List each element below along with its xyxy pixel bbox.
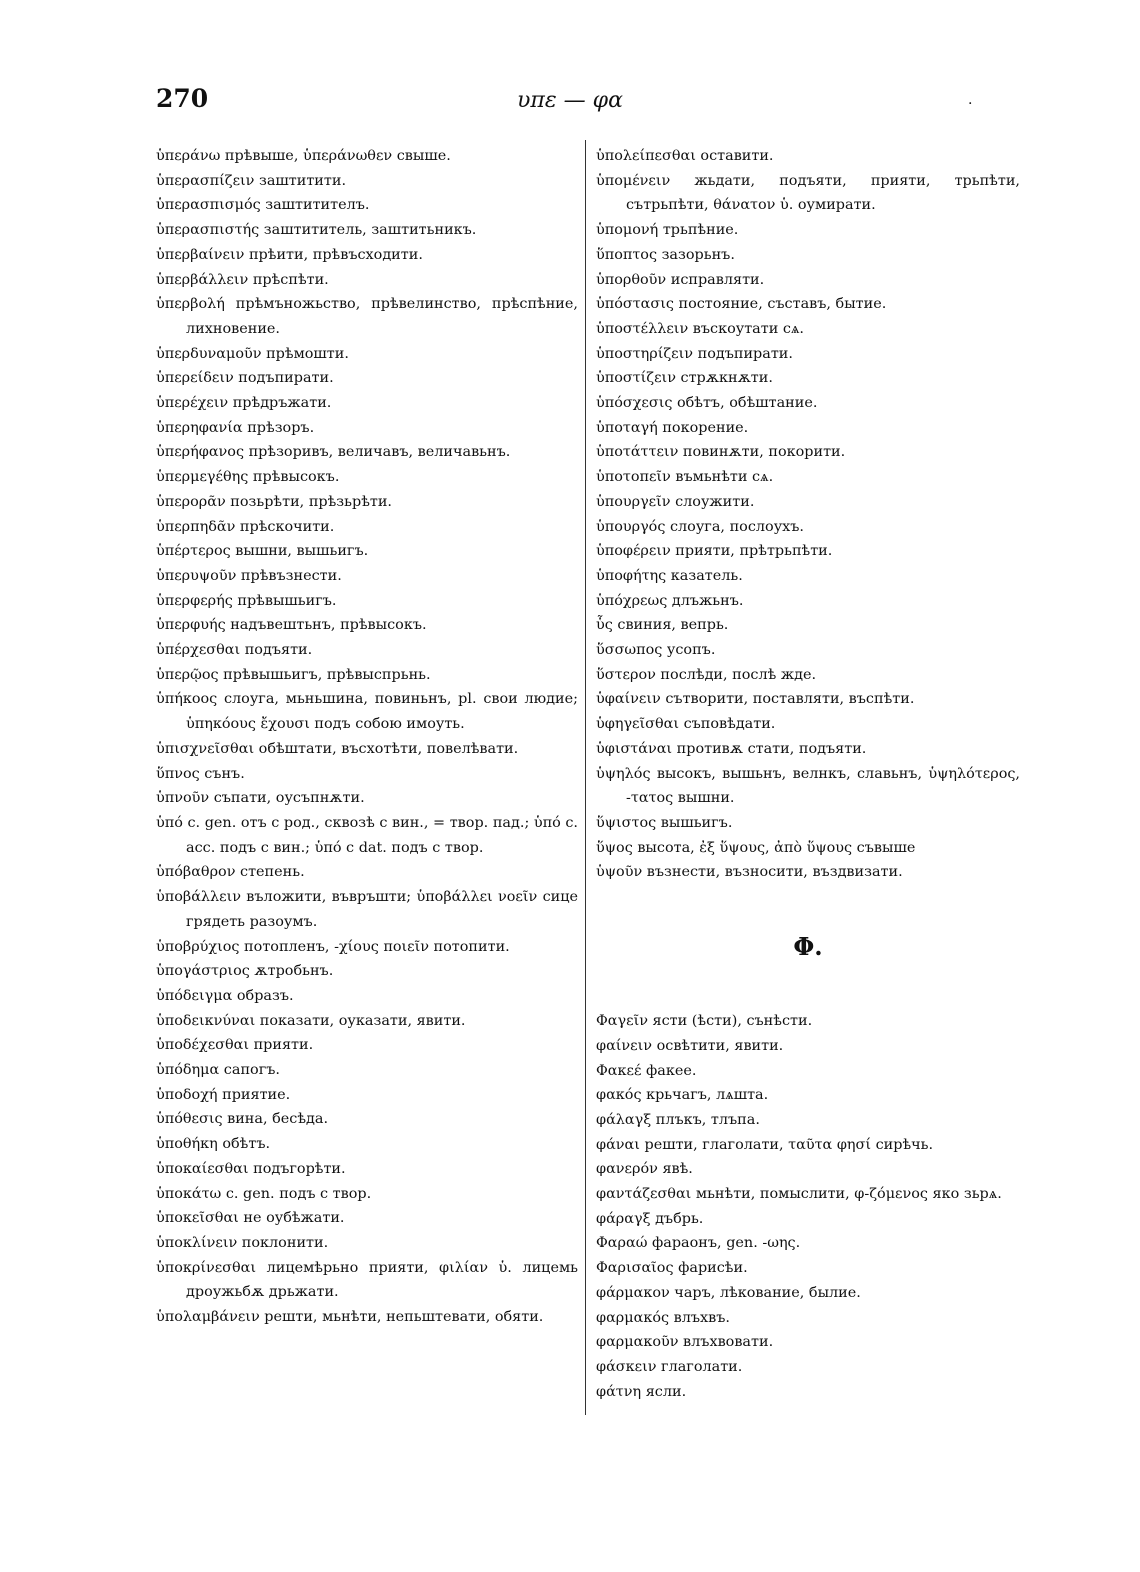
dictionary-entry: ὑπερέχειν прѣдръжати.	[156, 395, 332, 412]
dictionary-entry: φαρμακοῦν влъхвовати.	[596, 1334, 774, 1351]
dictionary-entry: ὕψιστος вышьигъ.	[596, 814, 733, 831]
dictionary-entry: ὑπορθοῦν исправляти.	[596, 271, 765, 288]
dictionary-entry: Φακεέ факее.	[596, 1062, 697, 1079]
dictionary-entry: ὑποδεικνύναι показати, оуказати, явити.	[156, 1012, 466, 1029]
dictionary-entry: φαντάζεσθαι мьнѣти, помыслити, φ-ζόμενος яко зьрѧ.	[596, 1186, 1002, 1203]
dictionary-entry: ὑπόδημα сапогъ.	[156, 1062, 280, 1079]
dictionary-entry: ὑψηλός высокъ, вышьнъ, велнкъ, славьнъ, ὑψηλότερος, -τατος вышни.	[596, 765, 1020, 807]
dictionary-entry: ὑπερβάλλειν прѣспѣти.	[156, 271, 329, 288]
dictionary-entry: ὑποκλίνειν поклонити.	[156, 1234, 329, 1251]
left-column	[156, 144, 578, 1330]
dictionary-entry: ὑπουργεῖν слоужити.	[596, 493, 755, 510]
dictionary-entry: φάτνη ясли.	[596, 1383, 687, 1400]
dictionary-entry: ὑπόχρεως длъжьнъ.	[596, 592, 744, 609]
dictionary-entry: φάραγξ дъбрь.	[596, 1210, 704, 1227]
dictionary-entry: ὑπερφυής надъвештьнъ, прѣвысокъ.	[156, 617, 427, 634]
dictionary-entry: ὑπουργός слоуга, послоухъ.	[596, 518, 805, 535]
dictionary-entry: ὑπερῷος прѣвышьигъ, прѣвыспрьнь.	[156, 666, 431, 683]
dictionary-entry: ὗς свиния, вепрь.	[596, 617, 729, 634]
dictionary-entry: ὑπερορᾶν позьрѣти, прѣзьрѣти.	[156, 493, 392, 510]
dictionary-entry: ὑπομονή трьпѣние.	[596, 222, 739, 239]
dictionary-entry: φανερόν явѣ.	[596, 1161, 693, 1178]
dictionary-entry: ὑπερμεγέθης прѣвысокъ.	[156, 469, 340, 486]
dictionary-entry: ὑπολείπεσθαι оставити.	[596, 148, 774, 164]
dictionary-entry: φαίνειν освѣтити, явити.	[596, 1037, 784, 1054]
dictionary-entry: ὑπερείδειν подъпирати.	[156, 370, 334, 387]
dictionary-entry: ὑποδέχεσθαι прияти.	[156, 1037, 314, 1054]
dictionary-entry: ὑπολαμβάνειν решти, мьнѣти, непьштевати, обяти.	[156, 1309, 544, 1326]
dictionary-entry: ὑπέρχεσθαι подъяти.	[156, 642, 313, 659]
dictionary-entry: ὑπογάστριος ѫтробьнъ.	[156, 963, 334, 980]
dictionary-entry: ὑποτοπεῖν въмьнѣти сѧ.	[596, 469, 774, 486]
dictionary-entry: ὑπερασπιστής заштититель, заштитьникъ.	[156, 222, 477, 239]
dictionary-entry: Φαγεῖν ясти (ѣсти), сънѣсти.	[596, 1013, 813, 1030]
dictionary-entry: ὑποκαίεσθαι подъгорѣти.	[156, 1160, 346, 1177]
dictionary-entry: ὑφηγεῖσθαι съповѣдати.	[596, 716, 776, 733]
dictionary-entry: ὑποβρύχιος потопленъ, -χίους ποιεῖν потопити.	[156, 938, 510, 955]
dictionary-entry: ὑποκεῖσθαι не оубѣжати.	[156, 1210, 345, 1227]
dictionary-entry: ὑπερπηδᾶν прѣскочити.	[156, 518, 335, 535]
dictionary-entry: ὑποβάλλειν въложити, въвръшти; ὑποβάλλει νοεῖν сице грядеть разоумъ.	[156, 889, 578, 930]
dictionary-entry: ὑποκάτω c. gen. подъ с твор.	[156, 1185, 372, 1202]
dictionary-entry: ὑποστίζειν стрѫкнѫти.	[596, 370, 773, 387]
right-column	[596, 144, 1020, 1404]
dictionary-entry: ὑπόδειγμα образъ.	[156, 987, 294, 1004]
dictionary-entry: ὑπνοῦν съпати, оусъпнѫти.	[156, 790, 365, 807]
dictionary-entry: ὑπόστασις постояние, съставъ, бытие.	[596, 296, 887, 313]
dictionary-entry: ὑπό c. gen. отъ с род., сквозѣ с вин., = твор. пад.; ὑπό c. acc. подъ с вин.; ὑπό c dat. подъ с твор.	[156, 814, 578, 856]
dictionary-entry: ὑποδοχή приятие.	[156, 1086, 291, 1103]
running-head: υπε — φα	[517, 88, 623, 113]
dictionary-entry: ὕψος высота, ἐξ ὕψους, ἀπὸ ὕψους съвыше	[596, 839, 916, 856]
dictionary-entry: ὑποστέλλειν въскоутати сѧ.	[596, 320, 805, 337]
dictionary-entry: ὑπερβολή прѣмъножьство, прѣвелинство, прѣспѣние, лихновение.	[156, 296, 578, 337]
dictionary-entry: φάλαγξ плъкъ, тлъпа.	[596, 1111, 760, 1128]
dictionary-entry: ὑποστηρίζειν подъпирати.	[596, 345, 793, 362]
dictionary-entry: ὕποπτος зазорьнъ.	[596, 246, 735, 263]
dictionary-entry: ὑπερασπισμός заштитителъ.	[156, 197, 370, 214]
dictionary-entry: φάναι решти, глаголати, ταῦτα φησί сирѣчь.	[596, 1136, 934, 1153]
dictionary-entry: ὑποφέρειν прияти, прѣтрьпѣти.	[596, 543, 833, 560]
dictionary-entry: ὑπήκοος слоуга, мьньшина, повиньнъ, pl. свои людие; ὑπηκόους ἔχουσι подъ собою имоуть.	[156, 691, 578, 733]
dictionary-entry: Φαρισαῖος фарисѣи.	[596, 1260, 748, 1277]
dictionary-entry: ὑπερηφανία прѣзоръ.	[156, 419, 315, 436]
dictionary-entry: ὑποτάττειν повинѫти, покорити.	[596, 444, 846, 461]
dictionary-entry: ὑψοῦν възнести, възносити, въздвизати.	[596, 864, 903, 881]
dictionary-entry: ὑπερήφανος прѣзоривъ, величавъ, величавьнъ.	[156, 444, 511, 461]
dictionary-entry: ὕσσωπος усопъ.	[596, 642, 716, 659]
dictionary-entry: ὑπερφερής прѣвышьигъ.	[156, 592, 337, 609]
dictionary-entry: φάσκειν глаголати.	[596, 1358, 743, 1375]
page-number: 270	[156, 84, 209, 113]
dictionary-entry: ὑποταγή покорение.	[596, 419, 749, 436]
margin-mark: .	[968, 92, 973, 108]
letter-heading: Φ.	[793, 932, 823, 962]
dictionary-entry: ὑπισχνεῖσθαι обѣштати, въсхотѣти, повелѣвати.	[156, 740, 519, 757]
dictionary-entry: ὕστερον послѣди, послѣ жде.	[596, 666, 817, 683]
dictionary-entry: ὑποκρίνεσθαι лицемѣрьно прияти, φιλίαν ὑ. лицемь дроужьбѫ дрьжати.	[156, 1259, 578, 1301]
dictionary-entry: φακός крьчагъ, лѧшта.	[596, 1087, 769, 1104]
column-divider	[585, 140, 586, 1415]
dictionary-entry: φάρμακον чаръ, лѣкование, былие.	[596, 1284, 861, 1301]
dictionary-entry: ὑποθήκη обѣтъ.	[156, 1136, 271, 1153]
dictionary-entry: ὑπερασπίζειν заштитити.	[156, 172, 347, 189]
dictionary-entry: ὑπερυψοῦν прѣвъзнести.	[156, 567, 342, 584]
dictionary-entry: ὑπόσχεσις обѣтъ, обѣштание.	[596, 395, 818, 412]
dictionary-entry: φαρμακός влъхвъ.	[596, 1309, 730, 1326]
dictionary-entry: ὕπνος сънъ.	[156, 765, 245, 782]
dictionary-entry: ὑπομένειν жьдати, подъяти, прияти, трьпѣти, сътрьпѣти, θάνατον ὑ. оумирати.	[596, 172, 1020, 214]
dictionary-entry: ὑφιστάναι противѫ стати, подъяти.	[596, 740, 867, 757]
dictionary-entry: ὑπερδυναμοῦν прѣмошти.	[156, 345, 349, 362]
dictionary-entry: ὑποφήτης казатель.	[596, 567, 743, 584]
dictionary-entry: ὑπέρτερος вышни, вышьигъ.	[156, 543, 369, 560]
dictionary-entry: ὑπόθεσις вина, бесѣда.	[156, 1111, 329, 1128]
dictionary-entry: Φαραώ фараонъ, gen. -ωης.	[596, 1235, 801, 1252]
dictionary-entry: ὑφαίνειν сътворити, поставляти, въспѣти.	[596, 691, 915, 708]
dictionary-entry: ὑπεράνω прѣвыше, ὑπεράνωθεν свыше.	[156, 148, 451, 164]
dictionary-entry: ὑπόβαθρον степень.	[156, 864, 305, 881]
dictionary-entry: ὑπερβαίνειν прѣити, прѣвъсходити.	[156, 246, 423, 263]
